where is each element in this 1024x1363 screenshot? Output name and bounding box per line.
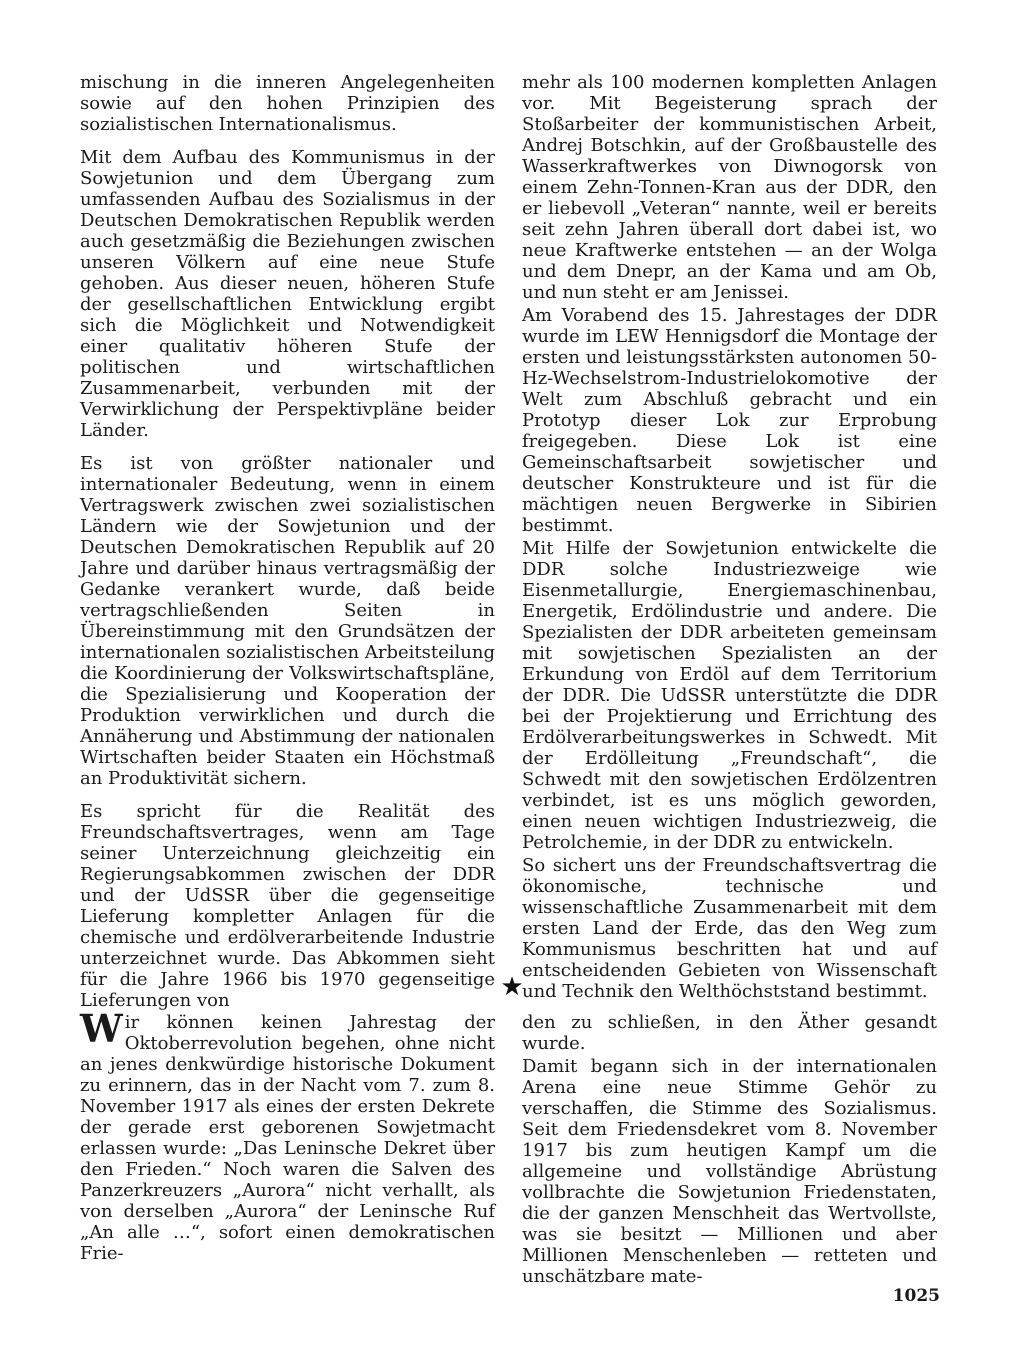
paragraph: mischung in die inneren Angelegenheiten sowie auf den hohen Prinzipien des sozialistischen Internationalismus. (80, 72, 495, 135)
bottom-right-column (522, 1012, 937, 1287)
paragraph: Am Vorabend des 15. Jahrestages der DDR wurde im LEW Hennigsdorf die Montage der ersten und leistungsstärksten autonomen 50-Hz-Wechselstrom-Industrielokomotive der Welt zum Abschluß gebracht und ein Prototyp dieser Lok zur Erprobung freigegeben. Diese Lok ist eine Gemeinschaftsarbeit sowjetischer und deutscher Konstrukteure und ist für die mächtigen neuen Bergwerke in Sibirien bestimmt. (522, 305, 937, 536)
paragraph: mehr als 100 modernen kompletten Anlagen vor. Mit Begeisterung sprach der Stoßarbeiter der kommunistischen Arbeit, Andrej Botschkin, auf der Großbaustelle des Wasserkraftwerkes von Diwnogorsk von einem Zehn-Tonnen-Kran aus der DDR, den er liebevoll „Veteran“ nannte, weil er bereits seit zehn Jahren überall dort dabei ist, wo neue Kraftwerke entstehen — an der Wolga und dem Dnepr, an der Kama und am Ob, und nun steht er am Jenissei. (522, 72, 937, 303)
paragraph: Mit dem Aufbau des Kommunismus in der Sowjetunion und dem Übergang zum umfassenden Aufbau des Sozialismus in der Deutschen Demokratischen Republik werden auch gesetzmäßig die Beziehungen zwischen unseren Völkern auf eine neue Stufe gehoben. Aus dieser neuen, höheren Stufe der gesellschaftlichen Entwicklung ergibt sich die Möglichkeit und Notwendigkeit einer qualitativ höheren Stufe der politischen und wirtschaftlichen Zusammenarbeit, verbunden mit der Verwirklichung der Perspektivpläne beider Länder. (80, 147, 495, 441)
paragraph: Es ist von größter nationaler und internationaler Bedeutung, wenn in einem Vertragswerk zwischen zwei sozialistischen Ländern wie der Sowjetunion und der Deutschen Demokratischen Republik auf 20 Jahre und darüber hinaus vertragsmäßig der Gedanke verankert wurde, daß beide vertragschließenden Seiten in Übereinstimmung mit den Grundsätzen der internationalen sozialistischen Arbeitsteilung die Koordinierung der Volkswirtschaftspläne, die Spezialisierung und Kooperation der Produktion verwirklichen und durch die Annäherung und Abstimmung der nationalen Wirtschaften beider Staaten ein Höchstmaß an Produktivität sichern. (80, 453, 495, 789)
top-left-column (80, 72, 495, 1011)
paragraph: Damit begann sich in der internationalen Arena eine neue Stimme Gehör zu verschaffen, die Stimme des Sozialismus. Seit dem Friedensdekret vom 8. November 1917 bis zum heutigen Kampf um die allgemeine und vollständige Abrüstung vollbrachte die Sowjetunion Friedenstaten, die der ganzen Menschheit das Wertvollste, was sie besitzt — Millionen und aber Millionen Menschenleben — retteten und unschätzbare mate- (522, 1056, 937, 1287)
initial-letter: W (80, 1006, 123, 1051)
paragraph: So sichert uns der Freundschaftsvertrag die ökonomische, technische und wissenschaftliche Zusammenarbeit mit dem ersten Land der Erde, das den Weg zum Kommunismus beschritten hat und auf entscheidenden Gebieten von Wissenschaft und Technik den Welthöchststand bestimmt. (522, 855, 937, 1002)
paragraph: Es spricht für die Realität des Freundschaftsvertrages, wenn am Tage seiner Unterzeichnung gleichzeitig ein Regierungsabkommen zwischen der DDR und der UdSSR über die gegenseitige Lieferung kompletter Anlagen für die chemische und erdölverarbeitende Industrie unterzeichnet wurde. Das Abkommen sieht für die Jahre 1966 bis 1970 gegenseitige Lieferungen von (80, 801, 495, 1011)
bottom-left-column (80, 1006, 495, 1264)
page-number: 1025 (892, 1286, 940, 1306)
paragraph: Mit Hilfe der Sowjetunion entwickelte die DDR solche Industriezweige wie Eisenmetallurgie, Energiemaschinenbau, Energetik, Erdölindustrie und andere. Die Spezialisten der DDR arbeiteten gemeinsam mit sowjetischen Spezialisten an der Erkundung von Erdöl auf dem Territorium der DDR. Die UdSSR unterstützte die DDR bei der Projektierung und Errichtung des Erdölverarbeitungswerkes in Schwedt. Mit der Erdölleitung „Freundschaft“, die Schwedt mit den sowjetischen Erdölzentren verbindet, ist es uns möglich geworden, einen neuen wichtigen Industriezweig, die Petrolchemie, in der DDR zu entwickeln. (522, 538, 937, 853)
section-separator-star-icon: ★ (500, 972, 524, 1002)
paragraph (80, 1006, 495, 1264)
paragraph: den zu schließen, in den Äther gesandt wurde. (522, 1012, 937, 1054)
paragraph-text: ir können keinen Jahrestag der Oktoberrevolution begehen, ohne nicht an jenes denkwürdige historische Dokument zu erinnern, das in der Nacht vom 7. zum 8. November 1917 als eines der ersten Dekrete der gerade erst geborenen Sowjetmacht erlassen wurde: „Das Leninsche Dekret über den Frieden.“ Noch waren die Salven des Panzerkreuzers „Aurora“ nicht verhallt, als von derselben „Aurora“ der Leninsche Ruf „An alle …“, sofort einen demokratischen Frie- (80, 1012, 495, 1264)
top-right-column (522, 72, 937, 1002)
